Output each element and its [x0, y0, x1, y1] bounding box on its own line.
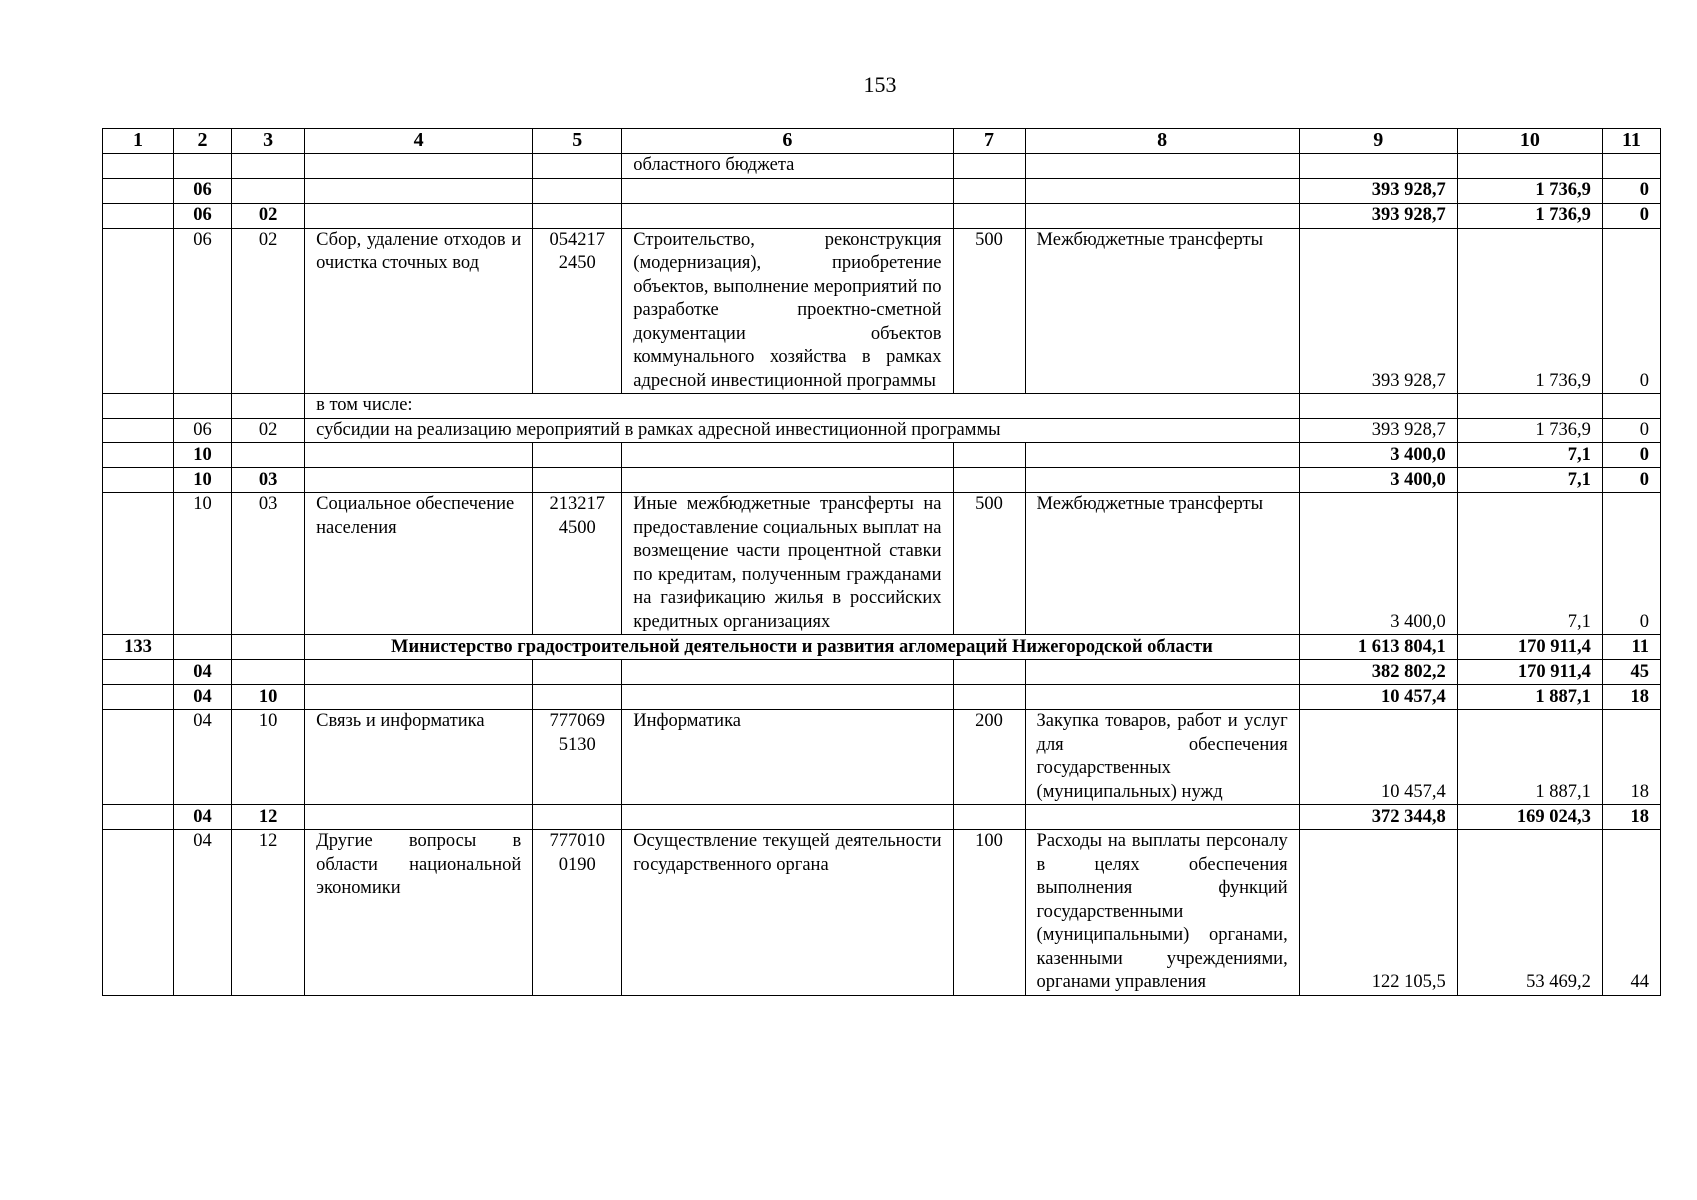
table-cell: 10	[232, 710, 305, 805]
table-cell	[103, 468, 174, 493]
table-cell	[103, 394, 174, 419]
table-cell	[533, 178, 622, 203]
table-cell: субсидии на реализацию мероприятий в рамках адресной инвестиционной программы	[305, 418, 1300, 443]
table-cell: 3 400,0	[1299, 468, 1457, 493]
table-cell: 382 802,2	[1299, 660, 1457, 685]
table-cell	[533, 154, 622, 179]
table-cell: 1 887,1	[1457, 710, 1602, 805]
table-cell: 04	[174, 685, 232, 710]
table-cell	[533, 203, 622, 228]
table-cell: 500	[953, 228, 1025, 394]
table-row	[103, 418, 1661, 443]
table-cell	[1602, 154, 1660, 179]
table-cell: областного бюджета	[622, 154, 953, 179]
table-row	[103, 178, 1661, 203]
table-cell: в том числе:	[305, 394, 1300, 419]
table-cell	[622, 203, 953, 228]
header-cell: 2	[174, 129, 232, 154]
table-cell	[953, 203, 1025, 228]
table-cell	[232, 394, 305, 419]
table-cell	[953, 660, 1025, 685]
table-cell: 44	[1602, 830, 1660, 996]
header-cell: 11	[1602, 129, 1660, 154]
table-cell	[305, 468, 533, 493]
table-cell: 03	[232, 493, 305, 635]
table-cell: 02	[232, 228, 305, 394]
table-cell: Строительство, реконструкция (модернизация), приобретение объектов, выполнение мероприятий по разработке проектно-сметной документации объектов коммунального хозяйства в рамках адресной инвестиционной программы	[622, 228, 953, 394]
table-cell: 18	[1602, 710, 1660, 805]
table-cell	[622, 805, 953, 830]
table-row	[103, 394, 1661, 419]
table-cell	[103, 685, 174, 710]
table-cell	[174, 394, 232, 419]
header-cell: 6	[622, 129, 953, 154]
table-cell	[1025, 468, 1299, 493]
table-cell	[305, 685, 533, 710]
header-cell: 3	[232, 129, 305, 154]
table-cell	[1602, 394, 1660, 419]
table-cell	[103, 660, 174, 685]
page-number: 153	[863, 72, 897, 97]
table-cell: 03	[232, 468, 305, 493]
table-cell: 10 457,4	[1299, 685, 1457, 710]
table-cell: Социальное обеспечение населения	[305, 493, 533, 635]
table-cell: 10 457,4	[1299, 710, 1457, 805]
table-row	[103, 660, 1661, 685]
table-cell: Межбюджетные трансферты	[1025, 493, 1299, 635]
table-cell: 06	[174, 228, 232, 394]
table-cell: Информатика	[622, 710, 953, 805]
table-cell	[232, 178, 305, 203]
table-cell: 04	[174, 805, 232, 830]
table-cell: Закупка товаров, работ и услуг для обеспечения государственных (муниципальных) нужд	[1025, 710, 1299, 805]
table-row	[103, 493, 1661, 635]
table-cell	[622, 443, 953, 468]
table-cell: Расходы на выплаты персоналу в целях обеспечения выполнения функций государственными (муниципальными) органами, казенными учреждениями, органами управления	[1025, 830, 1299, 996]
header-cell: 8	[1025, 129, 1299, 154]
table-cell: 500	[953, 493, 1025, 635]
header-row	[103, 129, 1661, 154]
table-cell: 10	[174, 443, 232, 468]
table-cell: 3 400,0	[1299, 493, 1457, 635]
table-cell	[1457, 394, 1602, 419]
table-cell	[103, 493, 174, 635]
table-cell	[1025, 685, 1299, 710]
table-cell	[1025, 154, 1299, 179]
table-cell: 10	[232, 685, 305, 710]
header-cell: 1	[103, 129, 174, 154]
table-cell: 02	[232, 203, 305, 228]
table-cell	[305, 805, 533, 830]
table-row	[103, 685, 1661, 710]
table-cell: 12	[232, 830, 305, 996]
table-cell: 0	[1602, 418, 1660, 443]
table-row	[103, 805, 1661, 830]
table-cell	[953, 178, 1025, 203]
table-cell: 0	[1602, 203, 1660, 228]
table-cell: 122 105,5	[1299, 830, 1457, 996]
table-cell	[305, 178, 533, 203]
table-cell: 53 469,2	[1457, 830, 1602, 996]
table-cell	[232, 154, 305, 179]
table-cell: 100	[953, 830, 1025, 996]
table-cell	[622, 468, 953, 493]
table-cell: 372 344,8	[1299, 805, 1457, 830]
table-cell	[232, 635, 305, 660]
table-cell	[103, 443, 174, 468]
table-cell: 0	[1602, 228, 1660, 394]
table-cell: 0	[1602, 178, 1660, 203]
table-cell: 170 911,4	[1457, 635, 1602, 660]
table-cell: 11	[1602, 635, 1660, 660]
table-cell: 12	[232, 805, 305, 830]
table-cell	[103, 228, 174, 394]
table-cell	[533, 805, 622, 830]
header-cell: 9	[1299, 129, 1457, 154]
table-cell: 393 928,7	[1299, 178, 1457, 203]
table-cell	[103, 830, 174, 996]
table-cell: 04	[174, 660, 232, 685]
table-cell: Осуществление текущей деятельности государственного органа	[622, 830, 953, 996]
table-cell: 04	[174, 710, 232, 805]
budget-table	[102, 128, 1661, 996]
table-cell: 169 024,3	[1457, 805, 1602, 830]
table-cell: 133	[103, 635, 174, 660]
table-cell: 10	[174, 493, 232, 635]
table-cell: Сбор, удаление отходов и очистка сточных вод	[305, 228, 533, 394]
table-cell	[622, 178, 953, 203]
table-cell	[1025, 805, 1299, 830]
table-cell	[305, 203, 533, 228]
table-cell: 10	[174, 468, 232, 493]
table-cell	[174, 154, 232, 179]
table-cell	[953, 468, 1025, 493]
table-cell	[533, 468, 622, 493]
table-cell: 04	[174, 830, 232, 996]
table-cell: 393 928,7	[1299, 228, 1457, 394]
table-row	[103, 830, 1661, 996]
table-cell: 777069 5130	[533, 710, 622, 805]
table-cell: 393 928,7	[1299, 418, 1457, 443]
table-cell	[103, 203, 174, 228]
table-cell: Межбюджетные трансферты	[1025, 228, 1299, 394]
table-row	[103, 710, 1661, 805]
table-cell: 06	[174, 418, 232, 443]
table-cell: 02	[232, 418, 305, 443]
table-cell: 1 736,9	[1457, 418, 1602, 443]
table-cell	[305, 154, 533, 179]
table-cell: Министерство градостроительной деятельности и развития агломераций Нижегородской области	[305, 635, 1300, 660]
table-cell: 7,1	[1457, 468, 1602, 493]
table-cell: 1 736,9	[1457, 203, 1602, 228]
table-row	[103, 635, 1661, 660]
table-cell: 777010 0190	[533, 830, 622, 996]
table-cell	[1025, 660, 1299, 685]
table-cell	[103, 418, 174, 443]
table-cell	[305, 443, 533, 468]
table-cell	[232, 443, 305, 468]
table-row	[103, 154, 1661, 179]
table-cell: 18	[1602, 685, 1660, 710]
table-cell: Другие вопросы в области национальной экономики	[305, 830, 533, 996]
table-cell	[953, 154, 1025, 179]
table-cell	[103, 178, 174, 203]
table-cell: 45	[1602, 660, 1660, 685]
table-cell: 06	[174, 203, 232, 228]
table-cell	[305, 660, 533, 685]
table-cell	[953, 685, 1025, 710]
table-cell: 0	[1602, 468, 1660, 493]
table-cell: 1 613 804,1	[1299, 635, 1457, 660]
table-cell: 054217 2450	[533, 228, 622, 394]
table-cell: 7,1	[1457, 493, 1602, 635]
table-cell	[533, 685, 622, 710]
table-row	[103, 228, 1661, 394]
table-cell: 7,1	[1457, 443, 1602, 468]
table-cell	[103, 154, 174, 179]
header-cell: 10	[1457, 129, 1602, 154]
table-cell: 170 911,4	[1457, 660, 1602, 685]
table-cell	[953, 805, 1025, 830]
table-cell: Иные межбюджетные трансферты на предоставление социальных выплат на возмещение части процентной ставки по кредитам, полученным гражданами на газификацию жилья в российских кредитных организациях	[622, 493, 953, 635]
table-cell	[533, 443, 622, 468]
table-cell: 393 928,7	[1299, 203, 1457, 228]
header-cell: 5	[533, 129, 622, 154]
table-row	[103, 443, 1661, 468]
table-cell: 200	[953, 710, 1025, 805]
table-cell: 18	[1602, 805, 1660, 830]
table-cell	[1457, 154, 1602, 179]
table-cell: 213217 4500	[533, 493, 622, 635]
table-cell	[622, 685, 953, 710]
table-cell	[1299, 394, 1457, 419]
table-cell	[622, 660, 953, 685]
header-cell: 4	[305, 129, 533, 154]
table-cell	[1025, 178, 1299, 203]
table-cell: Связь и информатика	[305, 710, 533, 805]
table-cell: 0	[1602, 443, 1660, 468]
table-cell	[103, 805, 174, 830]
table-cell	[1025, 203, 1299, 228]
table-cell: 3 400,0	[1299, 443, 1457, 468]
table-row	[103, 468, 1661, 493]
table-cell: 1 736,9	[1457, 228, 1602, 394]
table-row	[103, 203, 1661, 228]
table-cell	[174, 635, 232, 660]
table-cell	[533, 660, 622, 685]
table-cell	[953, 443, 1025, 468]
table-cell	[1299, 154, 1457, 179]
table-cell	[1025, 443, 1299, 468]
table-cell: 1 887,1	[1457, 685, 1602, 710]
header-cell: 7	[953, 129, 1025, 154]
table-cell	[103, 710, 174, 805]
table-cell: 1 736,9	[1457, 178, 1602, 203]
table-cell: 06	[174, 178, 232, 203]
table-cell: 0	[1602, 493, 1660, 635]
table-cell	[232, 660, 305, 685]
